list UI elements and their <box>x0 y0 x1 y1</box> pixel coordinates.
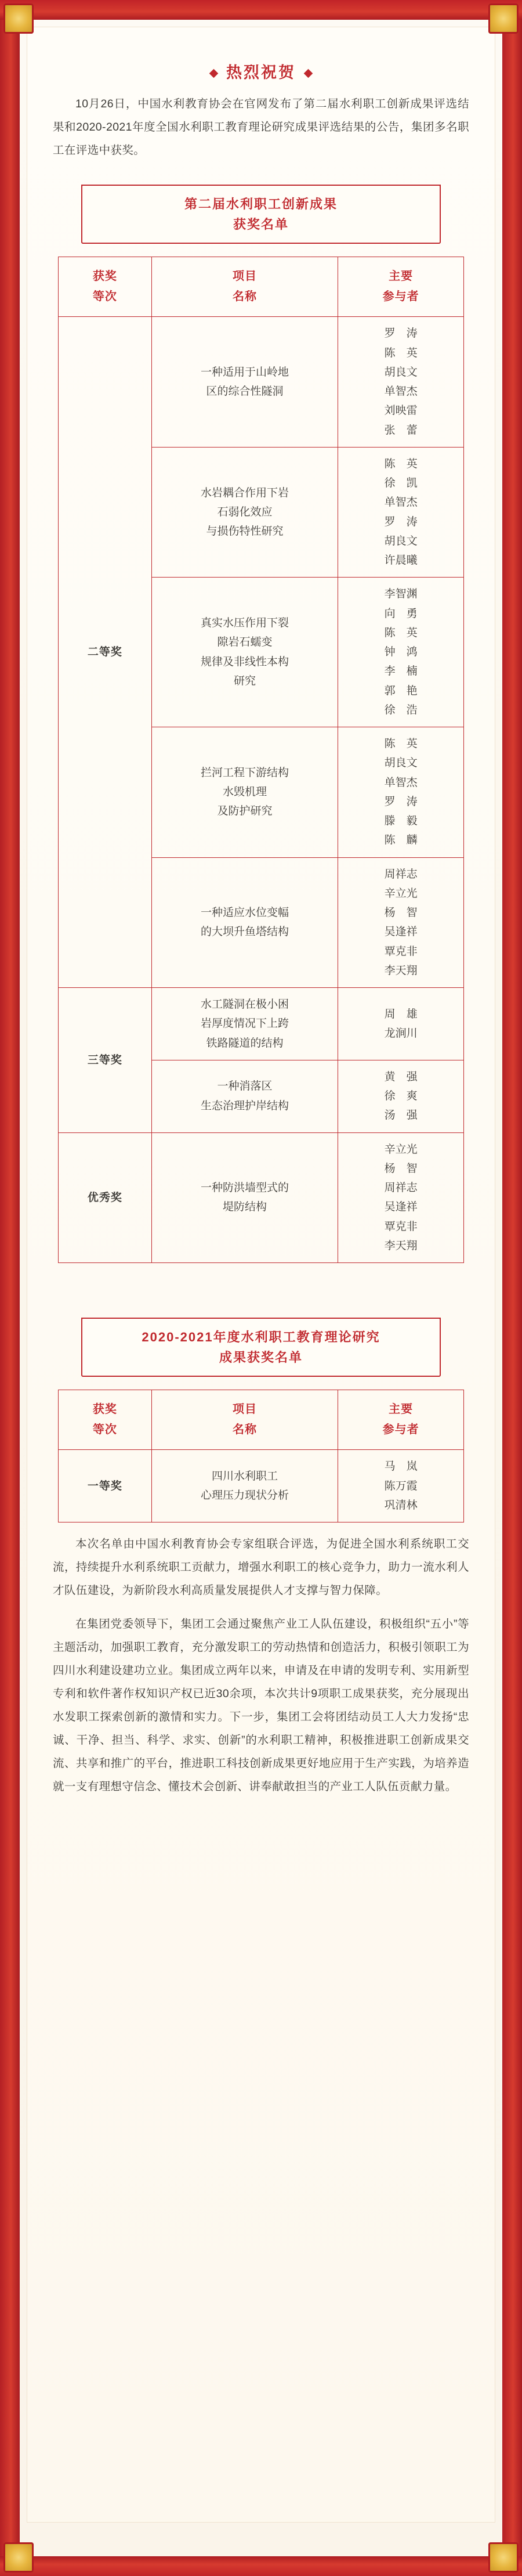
participants-cell: 辛立光 杨 智 周祥志 吴逢祥 覃克非 李天翔 <box>338 1132 464 1263</box>
participants-cell: 李智渊 向 勇 陈 英 钟 鸿 李 楠 郭 艳 徐 浩 <box>338 578 464 727</box>
grade-cell-first: 一等奖 <box>59 1450 152 1522</box>
section-2-title-line-2: 成果获奖名单 <box>219 1350 303 1365</box>
column-header-grade: 获奖 等次 <box>59 1390 152 1450</box>
table-row <box>59 1132 464 1263</box>
diamond-icon <box>209 69 219 78</box>
corner-ornament-top-right <box>488 3 519 34</box>
grade-cell-third: 三等奖 <box>59 988 152 1133</box>
awards-table-education <box>58 1390 464 1522</box>
participants-cell: 周 雄 龙涧川 <box>338 988 464 1060</box>
project-cell: 一种适应水位变幅 的大坝升鱼塔结构 <box>151 857 338 988</box>
table-header-row <box>59 257 464 317</box>
decorative-left-border <box>0 0 20 2576</box>
project-cell: 水工隧洞在极小困 岩厚度情况下上跨 铁路隧道的结构 <box>151 988 338 1060</box>
project-cell: 真实水压作用下裂 隙岩石蠕变 规律及非线性本构 研究 <box>151 578 338 727</box>
decorative-right-border <box>502 0 522 2576</box>
decorative-bottom-border <box>0 2556 522 2576</box>
participants-cell: 陈 英 胡良文 单智杰 罗 涛 滕 毅 陈 麟 <box>338 727 464 858</box>
content-sheet <box>27 27 495 2523</box>
table-row <box>59 317 464 448</box>
project-cell: 水岩耦合作用下岩 石弱化效应 与损伤特性研究 <box>151 447 338 578</box>
table-row <box>59 988 464 1060</box>
corner-ornament-bottom-right <box>488 2542 519 2573</box>
diamond-icon <box>304 69 313 78</box>
grade-cell-excellent: 优秀奖 <box>59 1132 152 1263</box>
column-header-participants: 主要 参与者 <box>338 1390 464 1450</box>
project-cell: 一种防洪墙型式的 堤防结构 <box>151 1132 338 1263</box>
corner-ornament-bottom-left <box>3 2542 34 2573</box>
project-cell: 一种消落区 生态治理护岸结构 <box>151 1060 338 1132</box>
decorative-top-border <box>0 0 522 20</box>
corner-ornament-top-left <box>3 3 34 34</box>
intro-paragraph: 10月26日，中国水利教育协会在官网发布了第二届水利职工创新成果评选结果和2020-2021年度全国水利职工教育理论研究成果评选结果的公告，集团多名职工在评选中获奖。 <box>53 98 469 157</box>
project-cell: 四川水利职工 心理压力现状分析 <box>151 1450 338 1522</box>
section-1-title-plate <box>81 185 441 244</box>
table-header-row <box>59 1390 464 1450</box>
page-title <box>50 60 472 82</box>
section-2-title-plate <box>81 1318 441 1377</box>
grade-cell-second: 二等奖 <box>59 317 152 988</box>
column-header-participants: 主要 参与者 <box>338 257 464 317</box>
column-header-project: 项目 名称 <box>151 257 338 317</box>
section-1-title-line-1: 第二届水利职工创新成果 <box>184 196 338 211</box>
participants-cell: 黄 强 徐 爽 汤 强 <box>338 1060 464 1132</box>
awards-table-innovation <box>58 257 464 1263</box>
closing-paragraph-1: 本次名单由中国水利教育协会专家组联合评选，为促进全国水利系统职工交流，持续提升水利系统职工贡献力，增强水利职工的核心竞争力，助力一流水利人才队伍建设，为新阶段水利高质量发展提供人才支撑与智力保障。 <box>53 1538 469 1597</box>
section-1-title-line-2: 获奖名单 <box>233 217 289 232</box>
column-header-grade: 获奖 等次 <box>59 257 152 317</box>
closing-paragraph-2: 在集团党委领导下，集团工会通过聚焦产业工人队伍建设，积极组织“五小”等主题活动，加强职工教育，充分激发职工的劳动热情和创造活力，积极引领职工为四川水利建设建功立业。集团成立两年以来，申请及在申请的发明专利、实用新型专利和软件著作权知识产权已近30余项，本次共计9项职工成果获奖，充分展现出水发职工探索创新的激情和实力。下一步，集团工会将团结动员工人大力发扬“忠诚、干净、担当、科学、求实、创新”的水利职工精神，积极推进职工创新成果交流、共享和推广的平台，推进职工科技创新成果更好地应用于生产实践，为培养造就一支有理想守信念、懂技术会创新、讲奉献敢担当的产业工人队伍贡献力量。 <box>53 1618 469 1793</box>
participants-cell: 马 岚 陈万霞 巩清林 <box>338 1450 464 1522</box>
participants-cell: 罗 涛 陈 英 胡良文 单智杰 刘映雷 张 蕾 <box>338 317 464 448</box>
project-cell: 一种适用于山岭地 区的综合性隧洞 <box>151 317 338 448</box>
project-cell: 拦河工程下游结构 水毁机理 及防护研究 <box>151 727 338 858</box>
participants-cell: 周祥志 辛立光 杨 智 吴逢祥 覃克非 李天翔 <box>338 857 464 988</box>
table-row <box>59 1450 464 1522</box>
page-title-text: 热烈祝贺 <box>226 64 296 81</box>
section-spacer <box>50 1269 472 1296</box>
column-header-project: 项目 名称 <box>151 1390 338 1450</box>
participants-cell: 陈 英 徐 凯 单智杰 罗 涛 胡良文 许晨曦 <box>338 447 464 578</box>
section-2-title-line-1: 2020-2021年度水利职工教育理论研究 <box>142 1330 380 1345</box>
